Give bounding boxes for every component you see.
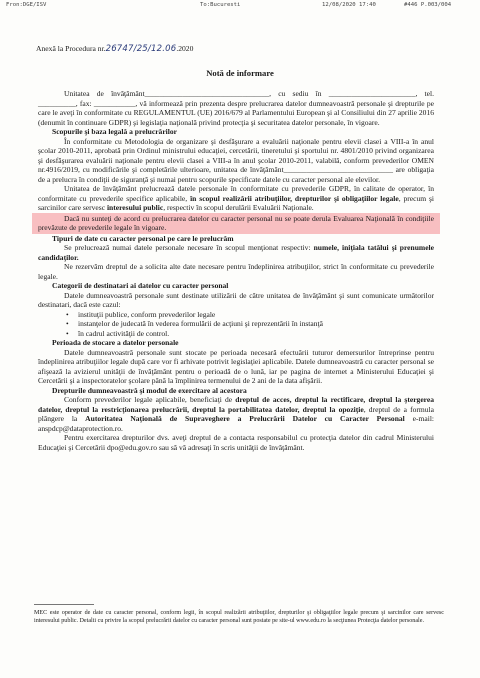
recipients-list (38, 310, 434, 339)
section-heading-data-types: Tipuri de date cu caracter personal pe care le prelucrăm (52, 233, 234, 243)
data-types-paragraph-2: Ne rezervăm dreptul de a solicita alte date necesare pentru îndeplinirea atribuţiilor, strict în conformitate cu prevederile legale. (38, 262, 434, 281)
fax-sender: Fron:DGE/ISV (6, 2, 47, 8)
intro-paragraph: Unitatea de învăţământ_________________________________, cu sediu în _______________________, tel. __________, fax: ___________, vă informează prin prezenta despre prelucrarea datelor dumneavoastră personale şi drepturile pe care le aveţi în conformitate cu REGULAMENTUL (UE) 2016/679 al Parlamentului European şi al Consiliului din 27 aprilie 2016 (denumit în continuare GDPR) şi legislaţia naţională privind protecţia şi securitatea datelor personale, în vigoare. (38, 89, 434, 127)
annex-reference (36, 44, 193, 54)
list-item: • în cadrul activităţii de control. (78, 329, 434, 339)
rights-paragraph-2: Pentru exercitarea drepturilor dvs. aveţi dreptul de a contacta responsabilul cu protecţia datelor din cadrul Ministerului Educaţiei şi Cercetării dpo@edu.gov.ro sau să vă adresaţi în scris unităţii de învăţământ. (38, 433, 434, 452)
section-heading-rights: Drepturile dumneavoastră şi modul de exercitare al acestora (52, 385, 247, 395)
footer-note: MEC este operator de date cu caracter personal, conform legii, în scopul realizării atribuţiilor, drepturilor şi obligaţiilor legale precum şi sarcinilor care servesc interesului public. Detalii cu privire la scopul prelucrării datelor cu caracter personal sunt postate pe site-ul www.edu.ro la secţiunea Protecţia datelor personale. (34, 610, 444, 624)
data-types-paragraph-1: Se prelucrează numai datele personale necesare în scopul menţionat respectiv: numele, iniţiala tatălui şi prenumele candidaţilor. (38, 243, 435, 262)
list-item: • instituţii publice, conform prevederilor legale (78, 310, 434, 320)
purposes-paragraph-1: În conformitate cu Metodologia de organizare şi desfăşurare a evaluării naţionale pentru elevii clasei a VIII-a în anul şcolar 2010-2011, aprobată prin Ordinul ministrului educaţiei, cercetării, tineretului şi sportului nr. 4801/2010 privind organizarea şi desfăşurarea evaluării naţionale pentru elevii clasei a VIII-a în anul şcolar 2010-2011, valabilă, conform prevederilor OMEN nr.4916/2019, cu modificările şi completările ulterioare, unitatea de învăţământ_____________________________ are obligaţia de a prelucra în condiţii de siguranţă şi numai pentru scopurile specificate datele cu caracter personal ale elevilor. (38, 136, 434, 184)
consent-notice-text: Dacă nu sunteţi de acord cu prelucrarea datelor cu caracter personal nu se poate derula Evaluarea Naţională în condiţiile prevăzute de prevederile legale în vigoare. (38, 213, 434, 232)
rights-paragraph-1: Conform prevederilor legale aplicabile, beneficiaţi de dreptul de acces, dreptul la rectificare, dreptul la ştergerea datelor, dreptul la restricţionarea prelucrării, dreptul la portabilitatea datelor, dreptul la opoziţie, dreptul de a formula plângere la Autoritatea Naţională de Supraveghere a Prelucrării Datelor cu Caracter Personal e-mail: anspdcp@dataprotection.ro. (38, 395, 435, 433)
storage-paragraph: Datele dumneavoastră personale sunt stocate pe perioada necesară efectuării tuturor demersurilor întreprinse pentru îndeplinirea atribuţiilor legale după care vor fi arhivate potrivit legislaţiei aplicabile. Datele dumneavoastră cu caracter personal se afişează la avizierul unităţii de învăţământ pentru o perioadă de o lună, iar pe pagina de internet a Ministerului Educaţiei şi Cercetării şi a inspectoratelor şcolare până la împlinirea termenului de 2 ani de la data afişării. (38, 347, 434, 385)
purposes-paragraph-2: Unitatea de învăţământ prelucrează datele personale în conformitate cu prevederile GDPR, în calitate de operator, în conformitate cu prevederile specifice aplicabile, în scopul realizării atribuţiilor, drepturilor şi obligaţiilor legale, precum şi sarcinilor care servesc interesului public, respectiv în scopul derulării Evaluării Naţionale. (38, 184, 435, 212)
recipients-paragraph: Datele dumneavoastră personale sunt destinate utilizării de către unitatea de învăţământ şi sunt comunicate următorilor destinatari, dacă este cazul: (38, 290, 434, 309)
fax-header (0, 0, 480, 12)
section-heading-storage: Perioada de stocare a datelor personale (52, 338, 179, 347)
highlighted-consent-notice (32, 213, 440, 234)
footer-divider (34, 604, 94, 605)
document-title: Notă de informare (206, 68, 274, 78)
document-body (38, 89, 434, 452)
fax-page-number: #446 P.003/004 (404, 2, 452, 8)
section-heading-recipients: Categorii de destinatari ai datelor cu caracter personal (52, 281, 229, 290)
annex-prefix: Anexă la Procedura nr. (36, 44, 106, 53)
annex-year: .2020 (176, 44, 194, 53)
fax-recipient: To:Bucuresti (200, 2, 241, 8)
annex-handwritten-number: 26747/25/12.06 (105, 44, 177, 54)
list-item: • instanţelor de judecată în vederea formulării de acţiuni şi reprezentării în instanţă (78, 319, 434, 329)
fax-datetime: 12/08/2020 17:40 (322, 2, 376, 8)
section-heading-purposes: Scopurile şi baza legală a prelucrărilor (52, 127, 177, 136)
